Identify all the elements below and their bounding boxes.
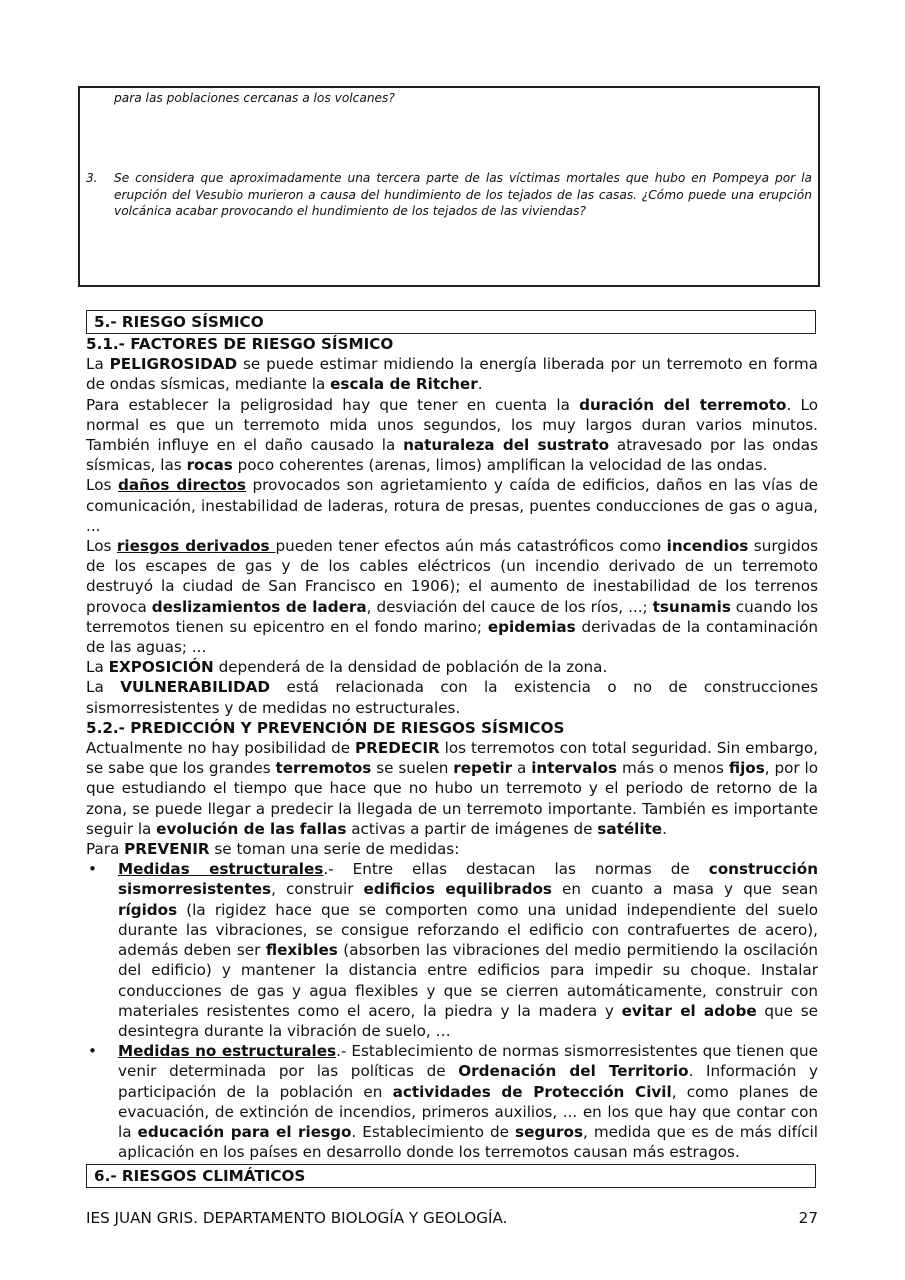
list-item-non-structural: • Medidas no estructurales.- Establecimiento de normas sismorresistentes que tienen que venir determinada por las políticas de Ordenación del Territorio. Información y participación de la población en actividades de Protección Civil, como planes de evacuación, de extinción de incendios, primeros auxilios, ... en los que hay que contar con la educación para el riesgo. Establecimiento de seguros, medida que es de más difícil aplicación en los países en desarrollo donde los terremotos causan más estragos. [88,1042,819,1162]
questions-box [78,86,820,287]
paragraph-exposicion: La EXPOSICIÓN dependerá de la densidad de población de la zona. [86,658,608,677]
paragraph-peligrosidad: La PELIGROSIDAD se puede estimar midiendo la energía liberada por un terremoto en forma de ondas sísmicas, mediante la escala de Ritcher. [86,355,818,394]
page-footer [86,1208,818,1228]
page-number: 27 [798,1209,818,1227]
paragraph-danos-directos: Los daños directos provocados son agrietamiento y caída de edificios, daños en las vías de comunicación, inestabilidad de laderas, rotura de presas, puentes conducciones de gas o agua, ... [86,476,818,535]
bullet-icon: • [88,860,97,879]
section-5-content [86,334,818,1162]
footer-school: IES JUAN GRIS. DEPARTAMENTO BIOLOGÍA Y GEOLOGÍA. [86,1209,508,1227]
paragraph-riesgos-derivados: Los riesgos derivados pueden tener efectos aún más catastróficos como incendios surgidos de los escapes de gas y de los cables eléctricos (un incendio derivado de un terremoto destruyó la ciudad de San Francisco en 1906); el aumento de inestabilidad de los terrenos provoca deslizamientos de ladera, desviación del cauce de los ríos, ...; tsunamis cuando los terremotos tienen su epicentro en el fondo marino; epidemias derivadas de la contaminación de las aguas; ... [86,537,819,657]
section-6-title: 6.- RIESGOS CLIMÁTICOS [86,1164,816,1188]
question-3-number: 3. [86,171,98,185]
measures-list [86,859,818,1162]
subsection-5-2-title: 5.2.- PREDICCIÓN Y PREVENCIÓN DE RIESGOS SÍSMICOS [86,718,565,737]
bullet-icon: • [88,1042,97,1061]
section-5-title: 5.- RIESGO SÍSMICO [86,310,816,334]
question-3-text: Se considera que aproximadamente una tercera parte de las víctimas mortales que hubo en Pompeya por la erupción del Vesubio murieron a causa del hundimiento de los tejados de las casas. ¿Cómo puede una erupción volcánica acabar provocando el hundimiento de los tejados de las viviendas? [114,171,812,218]
question-2-tail: para las poblaciones cercanas a los volcanes? [114,91,395,105]
question-3 [86,170,812,220]
paragraph-prevenir: Para PREVENIR se toman una serie de medidas: [86,840,460,859]
paragraph-predecir: Actualmente no hay posibilidad de PREDECIR los terremotos con total seguridad. Sin embargo, se sabe que los grandes terremotos se suelen repetir a intervalos más o menos fijos, por lo que estudiando el tiempo que hace que no hubo un terremoto y el periodo de retorno de la zona, se puede llegar a predecir la llegada de un terremoto importante. También es importante seguir la evolución de las fallas activas a partir de imágenes de satélite. [86,739,818,838]
subsection-5-1-title: 5.1.- FACTORES DE RIESGO SÍSMICO [86,335,394,353]
paragraph-vulnerabilidad: La VULNERABILIDAD está relacionada con la existencia o no de construcciones sismorresistentes y de medidas no estructurales. [86,678,818,717]
list-item-structural: • Medidas estructurales.- Entre ellas destacan las normas de construcción sismorresistentes, construir edificios equilibrados en cuanto a masa y que sean rígidos (la rigidez hace que se comporten como una unidad independiente del suelo durante las vibraciones, se consigue reforzando el edificio con contrafuertes de acero), además deben ser flexibles (absorben las vibraciones del medio permitiendo la oscilación del edificio) y mantener la distancia entre edificios para impedir su choque. Instalar conducciones de gas y agua flexibles y que se cierren automáticamente, construir con materiales resistentes como el acero, la piedra y la madera y evitar el adobe que se desintegra durante la vibración de suelo, … [88,860,819,1040]
paragraph-duracion: Para establecer la peligrosidad hay que tener en cuenta la duración del terremoto. Lo normal es que un terremoto mida unos segundos, los muy largos duran varios minutos. También influye en el daño causado la naturaleza del sustrato atravesado por las ondas sísmicas, las rocas poco coherentes (arenas, limos) amplifican la velocidad de las ondas. [86,395,819,475]
